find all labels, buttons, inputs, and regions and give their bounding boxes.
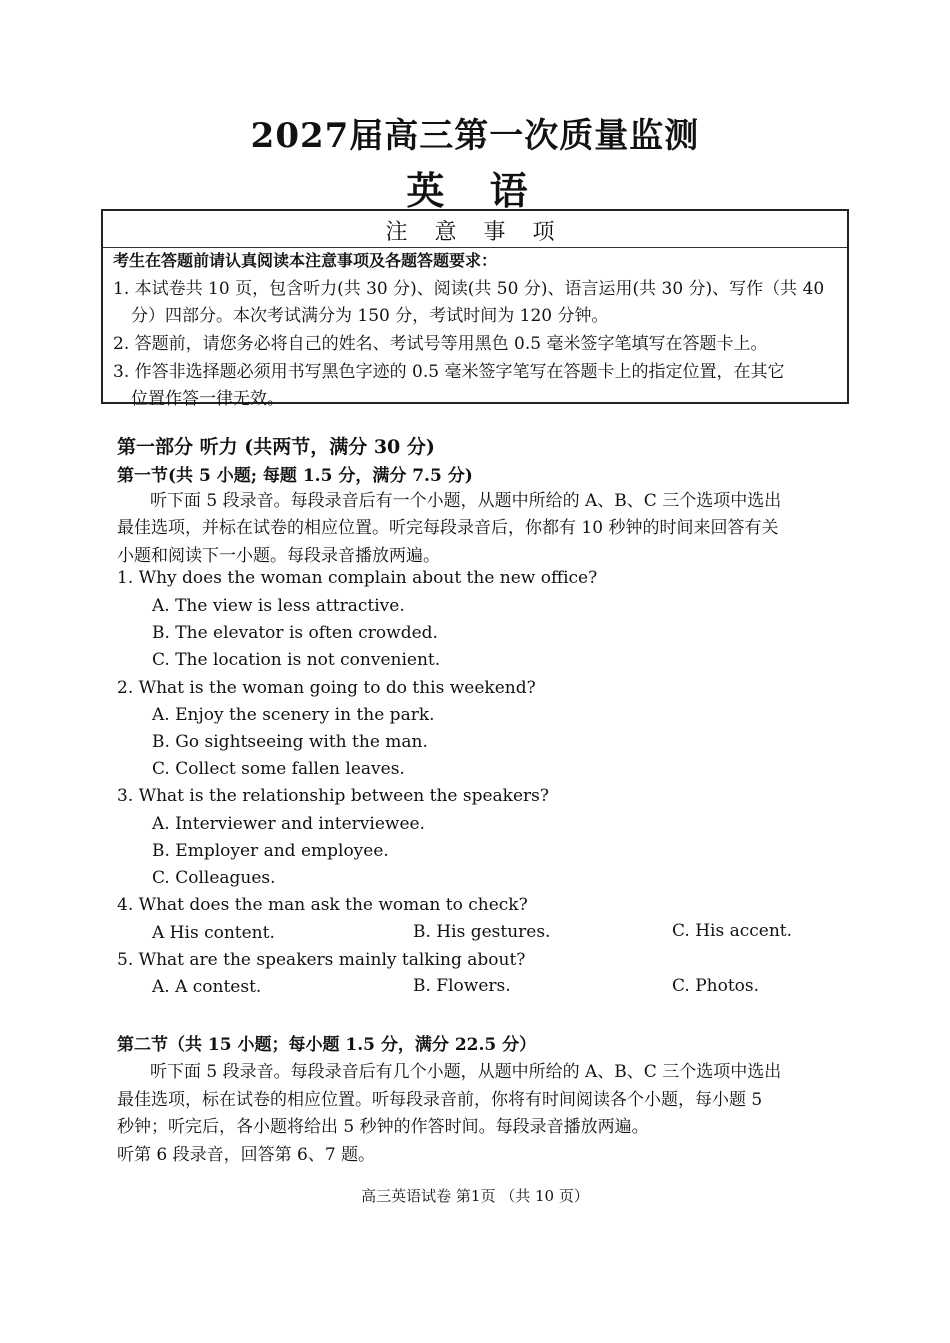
question-3: 3. What is the relationship between the speakers? <box>117 786 550 806</box>
question-3-option-a: A. Interviewer and interviewee. <box>152 814 425 834</box>
notice-box <box>101 209 849 409</box>
notice-item-3: 3. 作答非选择题必须用书写黑色字迹的 0.5 毫米签字笔写在答题卡上的指定位置，在其它 <box>113 362 785 382</box>
question-5-option-c: C. Photos. <box>672 976 760 996</box>
notice-item-1-cont: 分）四部分。本次考试满分为 150 分，考试时间为 120 分钟。 <box>131 306 609 326</box>
question-3-option-b: B. Employer and employee. <box>152 841 389 861</box>
section1-title: 第一节(共 5 小题; 每题 1.5 分，满分 7.5 分) <box>117 466 473 486</box>
section1-instructions-2: 最佳选项，并标在试卷的相应位置。听完每段录音后，你都有 10 秒钟的时间来回答有关 <box>117 518 779 538</box>
question-5-option-a: A. A contest. <box>152 977 262 997</box>
notice-intro: 考生在答题前请认真阅读本注意事项及各题答题要求： <box>113 251 498 270</box>
page-footer: 高三英语试卷 第1页 （共 10 页） <box>361 1187 589 1205</box>
question-2-option-b: B. Go sightseeing with the man. <box>152 732 428 752</box>
notice-heading: 注 意 事 项 <box>385 220 565 245</box>
notice-item-3-cont: 位置作答一律无效。 <box>131 389 284 409</box>
question-5-option-b: B. Flowers. <box>413 976 511 996</box>
question-3-option-c: C. Colleagues. <box>152 868 276 888</box>
question-2-option-c: C. Collect some fallen leaves. <box>152 759 405 779</box>
question-1-option-c: C. The location is not convenient. <box>152 650 441 670</box>
question-2-option-a: A. Enjoy the scenery in the park. <box>152 705 435 725</box>
part1-title: 第一部分 听力 (共两节，满分 30 分) <box>117 436 435 458</box>
page-title: 2027届高三第一次质量监测 <box>250 116 700 156</box>
section2-instructions-3: 秒钟；听完后，各小题将给出 5 秒钟的作答时间。每段录音播放两遍。 <box>117 1117 649 1137</box>
section2-instructions-1: 听下面 5 段录音。每段录音后有几个小题，从题中所给的 A、B、C 三个选项中选出 <box>150 1062 782 1082</box>
question-4-option-c: C. His accent. <box>672 921 793 941</box>
question-4-option-b: B. His gestures. <box>413 922 551 942</box>
subject-title: 英 语 <box>406 168 544 213</box>
question-5: 5. What are the speakers mainly talking about? <box>117 950 526 970</box>
question-4-option-a: A His content. <box>152 923 275 943</box>
question-1-option-a: A. The view is less attractive. <box>152 596 405 616</box>
section2-title: 第二节（共 15 小题；每小题 1.5 分，满分 22.5 分） <box>117 1035 537 1055</box>
notice-item-2: 2. 答题前，请您务必将自己的姓名、考试号等用黑色 0.5 毫米签字笔填写在答题卡上。 <box>113 334 768 354</box>
question-4: 4. What does the man ask the woman to check? <box>117 895 528 915</box>
section2-instructions-2: 最佳选项，标在试卷的相应位置。听每段录音前，你将有时间阅读各个小题，每小题 5 <box>117 1090 763 1110</box>
notice-item-1: 1. 本试卷共 10 页，包含听力(共 30 分)、阅读(共 50 分)、语言运用(共 30 分)、写作（共 40 <box>113 279 825 299</box>
section1-instructions-1: 听下面 5 段录音。每段录音后有一个小题，从题中所给的 A、B、C 三个选项中选出 <box>150 491 782 511</box>
section2-prompt: 听第 6 段录音，回答第 6、7 题。 <box>117 1145 376 1165</box>
question-1-option-b: B. The elevator is often crowded. <box>152 623 438 643</box>
question-2: 2. What is the woman going to do this weekend? <box>117 678 536 698</box>
section1-instructions-3: 小题和阅读下一小题。每段录音播放两遍。 <box>117 546 440 566</box>
question-1: 1. Why does the woman complain about the new office? <box>117 568 598 588</box>
